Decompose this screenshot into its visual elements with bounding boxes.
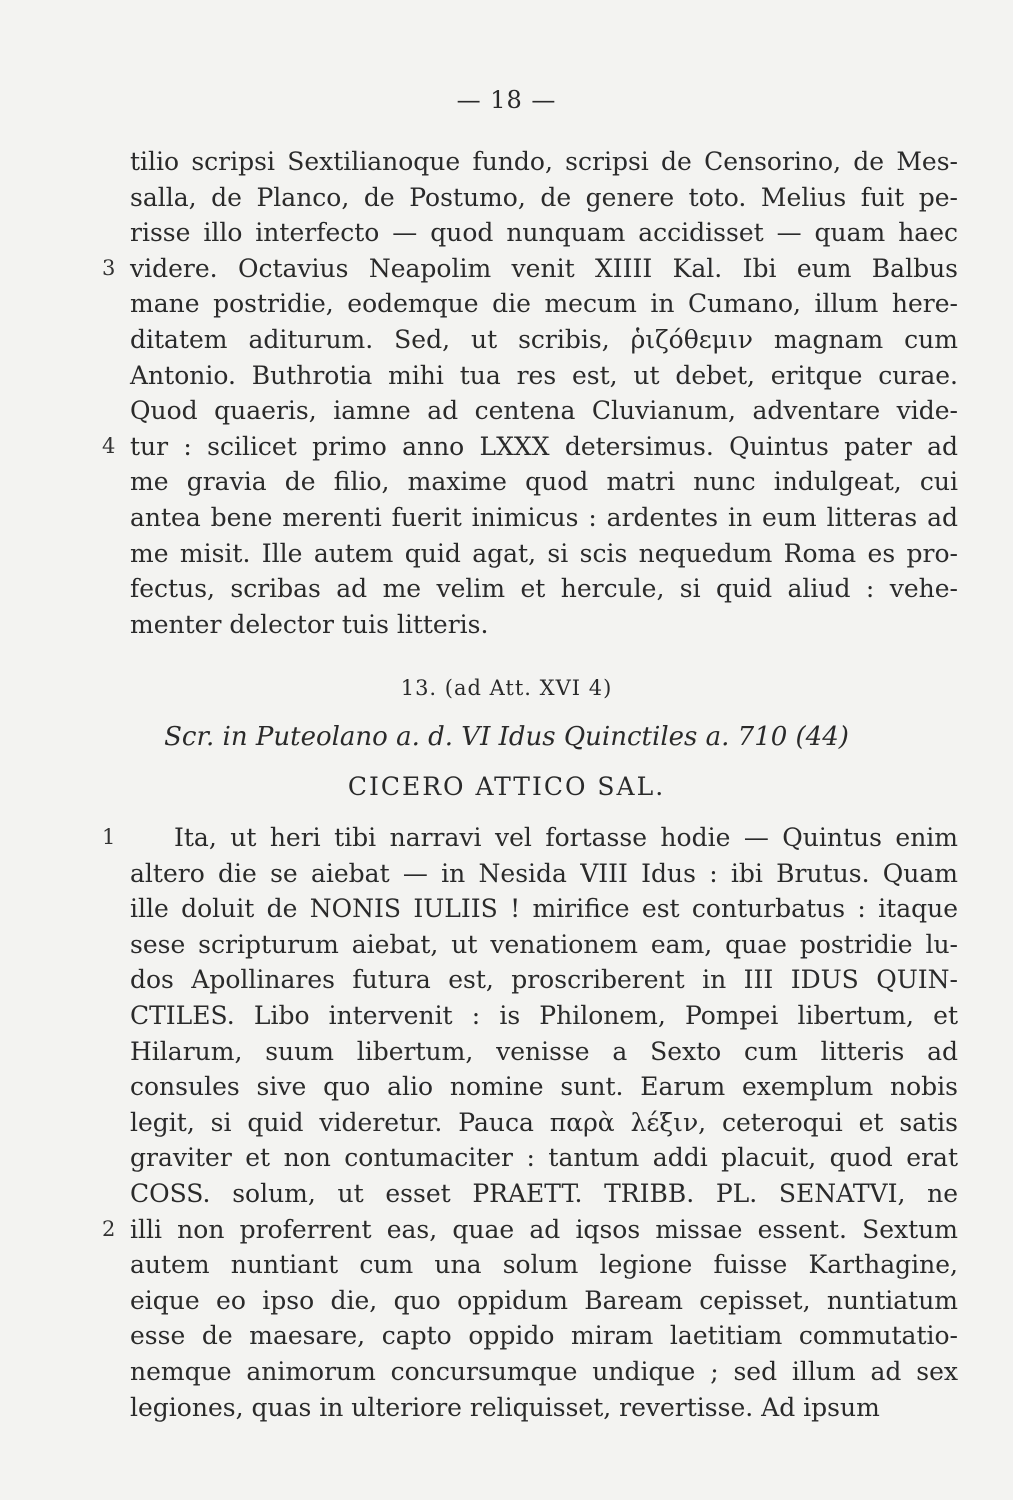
line-text: antea bene merenti fuerit inimicus : ardentes in eum litteras ad	[130, 502, 958, 532]
line-text: consules sive quo alio nomine sunt. Earum exemplum nobis	[130, 1072, 958, 1102]
line-text: autem nuntiant cum una solum legione fuisse Karthagine,	[130, 1250, 958, 1280]
text-line	[130, 393, 958, 429]
text-line	[130, 1283, 958, 1319]
text-line	[130, 1176, 958, 1212]
line-text: altero die se aiebat — in Nesida VIII Idus : ibi Brutus. Quam	[130, 858, 958, 888]
text-line	[130, 1390, 958, 1426]
line-text: illi non proferrent eas, quae ad iqsos missae essent. Sextum	[130, 1214, 958, 1244]
text-line	[130, 536, 958, 572]
text-line	[130, 144, 958, 180]
text-line	[130, 322, 958, 358]
line-text: COSS. solum, ut esset PRAETT. TRIBB. PL. SENATVI, ne	[130, 1178, 958, 1208]
page-number: — 18 —	[456, 86, 557, 114]
text-line	[130, 1069, 958, 1105]
line-text: Quod quaeris, iamne ad centena Cluvianum, adventare vide-	[130, 396, 958, 426]
text-line	[130, 1354, 958, 1390]
text-line	[130, 1105, 958, 1141]
text-line	[102, 820, 958, 856]
text-line	[130, 1247, 958, 1283]
line-text: risse illo interfecto — quod nunquam accidisset — quam haec	[130, 218, 958, 248]
text-line	[130, 891, 958, 927]
text-line	[130, 1140, 958, 1176]
letter-greeting: CICERO ATTICO SAL.	[347, 772, 666, 801]
line-text: videre. Octavius Neapolim venit XIIII Kal. Ibi eum Balbus	[130, 253, 958, 283]
line-text: ditatem aditurum. Sed, ut scribis, ῥιζόθεμιν magnam cum	[130, 324, 958, 354]
text-line	[130, 286, 958, 322]
paragraph-1	[102, 144, 958, 642]
letter-date-heading: Scr. in Puteolano a. d. VI Idus Quinctiles a. 710 (44)	[164, 722, 849, 752]
line-text: legiones, quas in ulteriore reliquisset, revertisse. Ad ipsum	[130, 1392, 880, 1422]
line-text: tilio scripsi Sextilianoque fundo, scripsi de Censorino, de Mes-	[130, 147, 958, 176]
line-text: nemque animorum concursumque undique ; sed illum ad sex	[130, 1356, 958, 1386]
margin-section-number: 4	[102, 433, 116, 458]
text-line	[130, 464, 958, 500]
line-text: Hilarum, suum libertum, venisse a Sexto cum litteris ad	[130, 1036, 958, 1066]
line-text: mane postridie, eodemque die mecum in Cumano, illum here-	[130, 289, 958, 319]
text-line	[130, 962, 958, 998]
text-line	[130, 998, 958, 1034]
text-line	[130, 358, 958, 394]
line-text: fectus, scribas ad me velim et hercule, si quid aliud : vehe-	[130, 574, 958, 604]
line-text: eique eo ipso die, quo oppidum Baream cepisset, nuntiatum	[130, 1285, 958, 1315]
margin-section-number: 2	[102, 1216, 116, 1241]
text-line	[130, 571, 958, 607]
line-text: Antonio. Buthrotia mihi tua res est, ut debet, eritque curae.	[130, 360, 958, 390]
letter-reference: 13. (ad Att. XVI 4)	[400, 676, 613, 700]
line-text: salla, de Planco, de Postumo, de genere toto. Melius fuit pe-	[130, 182, 958, 212]
margin-section-number: 3	[102, 255, 116, 280]
text-line	[130, 1318, 958, 1354]
line-text: graviter et non contumaciter : tantum addi placuit, quod erat	[130, 1143, 958, 1173]
line-text: menter delector tuis litteris.	[130, 609, 489, 639]
text-line	[130, 215, 958, 251]
line-text: me gravia de filio, maxime quod matri nunc indulgeat, cui	[130, 467, 958, 497]
line-text: Ita, ut heri tibi narravi vel fortasse hodie — Quintus enim	[174, 823, 958, 852]
text-line	[130, 500, 958, 536]
margin-section-number: 1	[102, 825, 116, 849]
line-text: CTILES. Libo intervenit : is Philonem, Pompei libertum, et	[130, 1000, 958, 1030]
line-text: esse de maesare, capto oppido miram laetitiam commutatio-	[130, 1321, 958, 1351]
line-text: me misit. Ille autem quid agat, si scis nequedum Roma es pro-	[130, 538, 958, 568]
text-line	[130, 927, 958, 963]
text-line	[102, 251, 958, 287]
line-text: dos Apollinares futura est, proscriberent in III IDUS QUIN-	[130, 965, 958, 995]
line-text: ille doluit de NONIS IULIIS ! mirifice est conturbatus : itaque	[130, 894, 958, 924]
paragraph-2	[102, 820, 958, 1425]
line-text: sese scripturum aiebat, ut venationem eam, quae postridie lu-	[130, 929, 958, 959]
text-line	[130, 1034, 958, 1070]
text-line	[130, 180, 958, 216]
text-line	[102, 1212, 958, 1248]
line-text: legit, si quid videretur. Pauca παρὰ λέξιν, ceteroqui et satis	[130, 1107, 958, 1137]
text-line	[102, 429, 958, 465]
text-line	[130, 607, 958, 643]
text-line	[130, 856, 958, 892]
line-text: tur : scilicet primo anno LXXX detersimus. Quintus pater ad	[130, 431, 958, 461]
